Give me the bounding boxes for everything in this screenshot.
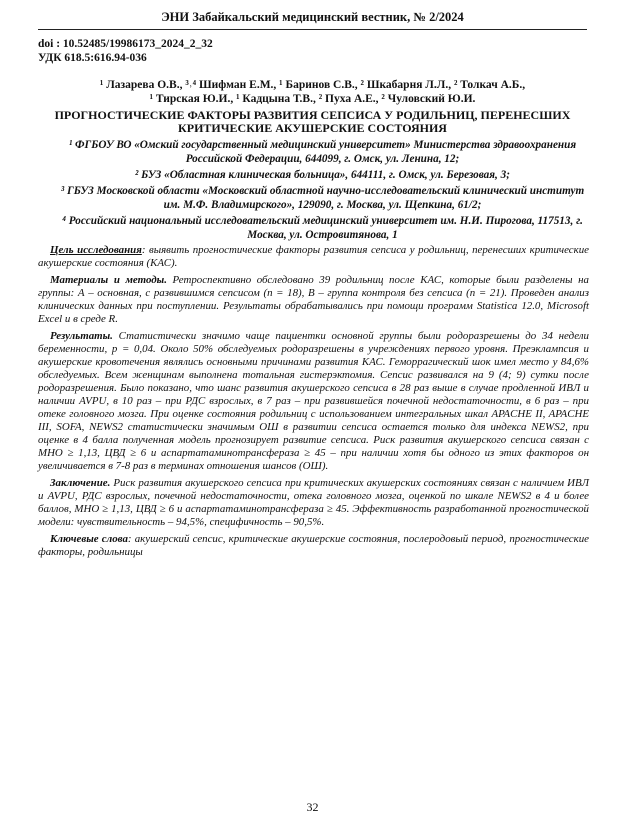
authors-block [38,78,587,106]
keywords-paragraph [38,533,589,559]
conclusion-label: Заключение. [50,477,111,489]
keywords-text: : акушерский сепсис, критические акушерские состояния, послеродовый период, прогностические факторы, родильницы [38,533,590,558]
affiliation-4: ⁴ Российский национальный исследовательский медицинский университет им. Н.И. Пирогова, 117513, г. Москва, ул. Островитянова, 1 [62,215,583,241]
article-meta [38,37,213,65]
aim-text: : выявить прогностические факторы развития сепсиса у родильниц, перенесших критические акушерские состояния (КАС). [38,244,590,269]
affiliation-3: ³ ГБУЗ Московской области «Московский областной научно-исследовательский клинический институт им. М.Ф. Владимирского», 129090, г. Москва, ул. Щепкина, 61/2; [60,185,585,211]
results-label: Результаты. [50,330,113,342]
authors-line-2: ¹ Тирская Ю.И., ¹ Кадцына Т.В., ² Пуха А.Е., ² Чуловский Ю.И. [149,93,476,105]
conclusion-text: Риск развития акушерского сепсиса при критических акушерских состояниях связан с наличием ИВЛ и AVPU, РДС взрослых, почечной недостаточности, отека головного мозга, оценкой по шкале NEWS2 в 4 и более баллов, МНО ≥ 1,13, ЦВД ≥ 6 и аспартатаминотрансфераза ≥ 45. Эффективность разработанной прогностической модели: чувствительность – 94,5%, специфичность – 90,5%. [38,477,589,528]
doi-line: doi : 10.52485/19986173_2024_2_32 [38,38,213,50]
journal-header: ЭНИ Забайкальский медицинский вестник, № 2/2024 [38,10,587,30]
methods-paragraph [38,274,589,326]
authors-line-1: ¹ Лазарева О.В., ³˒⁴ Шифман Е.М., ¹ Баринов С.В., ² Шкабарня Л.Л., ² Толкач А.Б., [99,79,526,91]
udk-line: УДК 618.5:616.94-036 [38,52,147,64]
aim-label: Цель исследования [50,244,142,256]
results-paragraph [38,330,589,473]
page-number: 32 [306,800,319,814]
aim-paragraph [38,244,589,270]
article-title: ПРОГНОСТИЧЕСКИЕ ФАКТОРЫ РАЗВИТИЯ СЕПСИСА У РОДИЛЬНИЦ, ПЕРЕНЕСШИХ КРИТИЧЕСКИЕ АКУШЕРСКИЕ СОСТОЯНИЯ [54,108,571,135]
results-text: Статистически значимо чаще пациентки основной группы были родоразрешены до 34 недели беременности, р = 0,04. Около 50% обследуемых родоразрешены в учреждениях первого уровня. Преэклампсия и акушерские кровотечения являлись основными причинами развития КАС. Геморрагический шок имел место у 84,6% обследуемых. Всем женщинам выполнена тотальная гистерэктомия. Сепсис развивался на 9 (4; 9) сутки после родоразрешения. Было показано, что шанс развития акушерского сепсиса в 28 раз выше в случае продленной ИВЛ и наличии AVPU, в 10 раз – при РДС взрослых, в 7 раз – при развившейся почечной недостаточности, в 6 раз – при отеке головного мозга. При оценке состояния родильниц с использованием интегральных шкал APACHE II, APACHE III, SOFA, NEWS2 статистически значимым ОШ в развитии сепсиса остается только для индекса NEWS2, при оценке в 4 балла полученная модель прогнозирует развитие сепсиса. Риск развития акушерского сепсиса связан с МНО ≥ 1,13, ЦВД ≥ 6 и аспартатаминотрансфераза ≥ 45 – при наличии хотя бы одного из этих факторов он увеличивается в 7-8 раз в терминах отношения шансов (ОШ). [38,330,589,472]
methods-label: Материалы и методы. [50,274,167,286]
affiliation-2: ² БУЗ «Областная клиническая больница», 644111, г. Омск, ул. Березовая, 3; [135,169,510,181]
affiliations [60,138,585,244]
keywords-label: Ключевые слова [50,533,128,545]
affiliation-1: ¹ ФГБОУ ВО «Омский государственный медицинский университет» Министерства здравоохранения Российской Федерации, 644099, г. Омск, ул. Ленина, 12; [68,139,577,165]
methods-text: Ретроспективно обследовано 39 родильниц после КАС, которые были разделены на группы: А – основная, с развившимся сепсисом (n = 18), В – группа контроля без сепсиса (n = 21). Проведен анализ клинических данных при поступлении. Результаты обрабатывались при помощи программ Statistica 12.0, Microsoft Excel и в среде R. [38,274,589,325]
abstract-body [38,244,589,563]
conclusion-paragraph [38,477,589,529]
